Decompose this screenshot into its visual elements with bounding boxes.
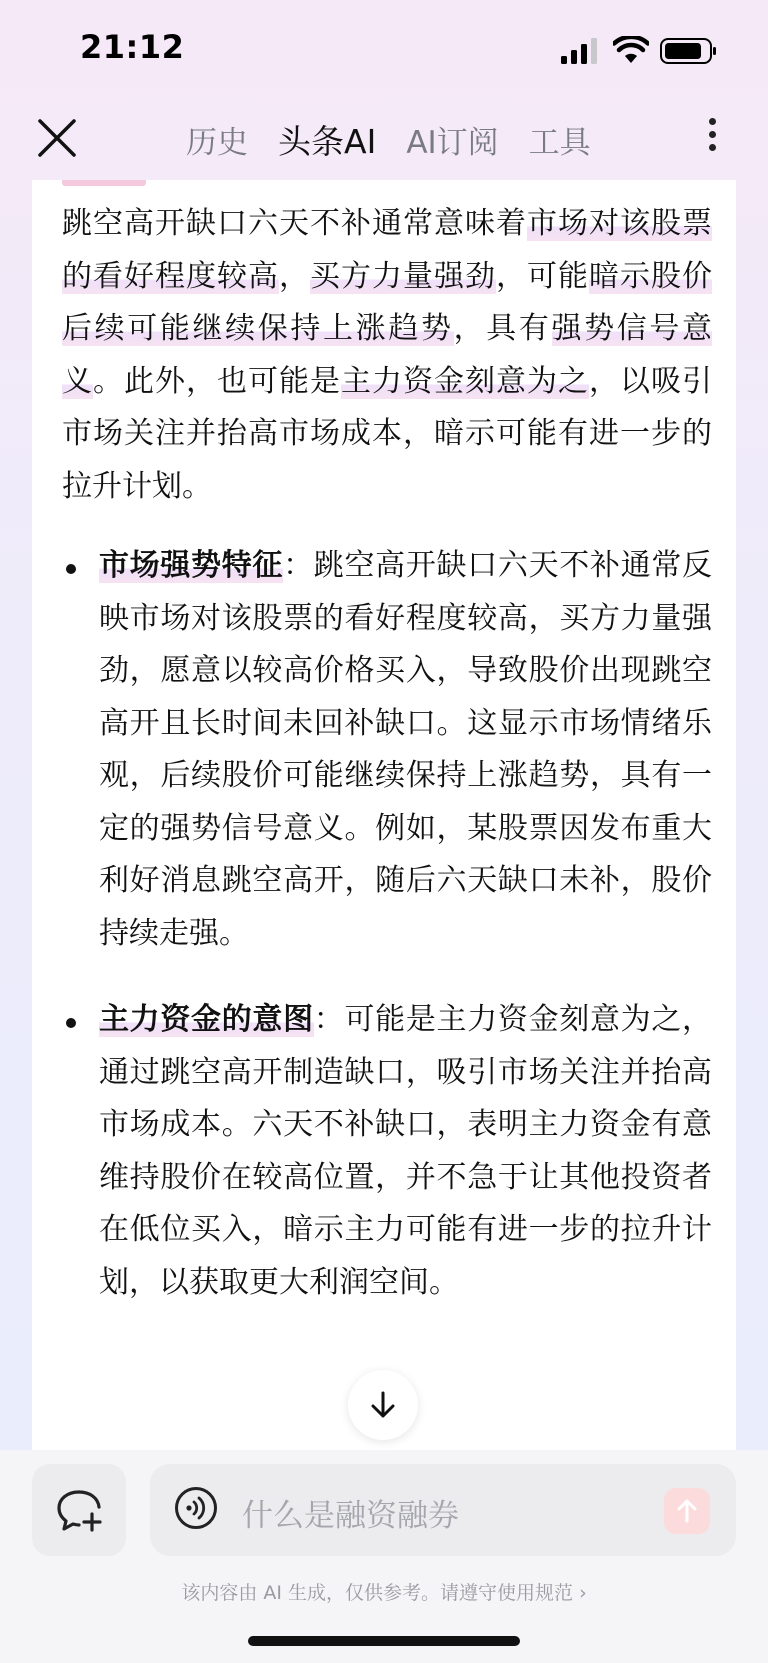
input-placeholder: 什么是融资融券 [242,1498,459,1534]
highlighted-phrase: 暗示股价后续可能继续保持上涨趋势 [62,258,712,346]
answer-card [32,180,736,1450]
ai-disclaimer [0,1578,768,1605]
battery-icon [660,38,718,64]
bottom-composer [0,1450,768,1663]
tab-ai-subscription[interactable]: AI订阅 [406,124,499,161]
cellular-signal-icon [561,38,599,64]
scroll-to-bottom-button[interactable] [348,1370,418,1440]
voice-input-icon[interactable] [174,1486,218,1530]
chevron-right-icon[interactable]: › [579,1582,587,1604]
list-item [62,540,712,960]
intro-text: 跳空高开缺口六天不补通常意味着 [62,206,527,241]
intro-text: ，以吸引市场关注并抬高市场成本，暗示可能有进一步的拉升计划。 [62,363,712,504]
highlighted-phrase: 买方力量强劲 [310,258,496,294]
new-chat-button[interactable] [32,1464,126,1556]
disclaimer-text: 该内容由 AI 生成，仅供参考。请遵守使用规范 [181,1582,574,1604]
previous-highlight-fragment [62,180,146,186]
highlighted-phrase: 市场对该股票的看好程度较高 [62,206,712,294]
top-nav [0,100,768,180]
tab-bar [186,114,621,164]
more-options-icon[interactable] [700,112,724,162]
highlighted-phrase: 强势信号意义 [62,311,713,399]
answer-intro-paragraph [62,198,712,513]
status-bar [0,0,768,100]
tab-tools[interactable]: 工具 [528,124,591,161]
bullet-text: ：可能是主力资金刻意为之，通过跳空高开制造缺口，吸引市场关注并抬高市场成本。六天不补缺口，表明主力资金有意维持股价在较高位置，并不急于让其他投资者在低位买入，暗示主力可能有进一步的拉升计划，以获取更大利润空间。 [99,1002,713,1300]
intro-text: 。此外，也可能是 [93,363,341,399]
bullet-dot [66,1018,76,1028]
home-indicator [248,1636,520,1646]
status-time: 21:12 [80,28,185,66]
bullet-term: 市场强势特征 [99,548,284,583]
list-item [62,994,712,1309]
intro-text: ， [279,258,310,294]
intro-text: ，具有 [453,311,552,346]
highlighted-phrase: 主力资金刻意为之 [341,363,589,399]
tab-history[interactable]: 历史 [186,124,248,161]
bullet-text: ：跳空高开缺口六天不补通常反映市场对该股票的看好程度较高，买方力量强劲，愿意以较高价格买入，导致股价出现跳空高开且长时间未回补缺口。这显示市场情绪乐观，后续股价可能继续保持上涨趋势，具有一定的强势信号意义。例如，某股票因发布重大利好消息跳空高开，随后六天缺口未补，股价持续走强。 [99,548,713,951]
chat-input[interactable] [150,1464,736,1556]
send-button[interactable] [664,1488,710,1534]
close-icon[interactable] [34,115,80,161]
answer-bullet-list [62,540,712,1309]
intro-text: ，可能 [496,258,589,294]
tab-toutiao-ai[interactable]: 头条AI [278,121,377,161]
new-chat-icon [55,1487,103,1533]
arrow-up-icon [674,1498,700,1524]
wifi-icon [613,36,649,64]
bullet-dot [66,564,76,574]
arrow-down-icon [367,1389,399,1421]
bullet-term: 主力资金的意图 [99,1002,314,1037]
